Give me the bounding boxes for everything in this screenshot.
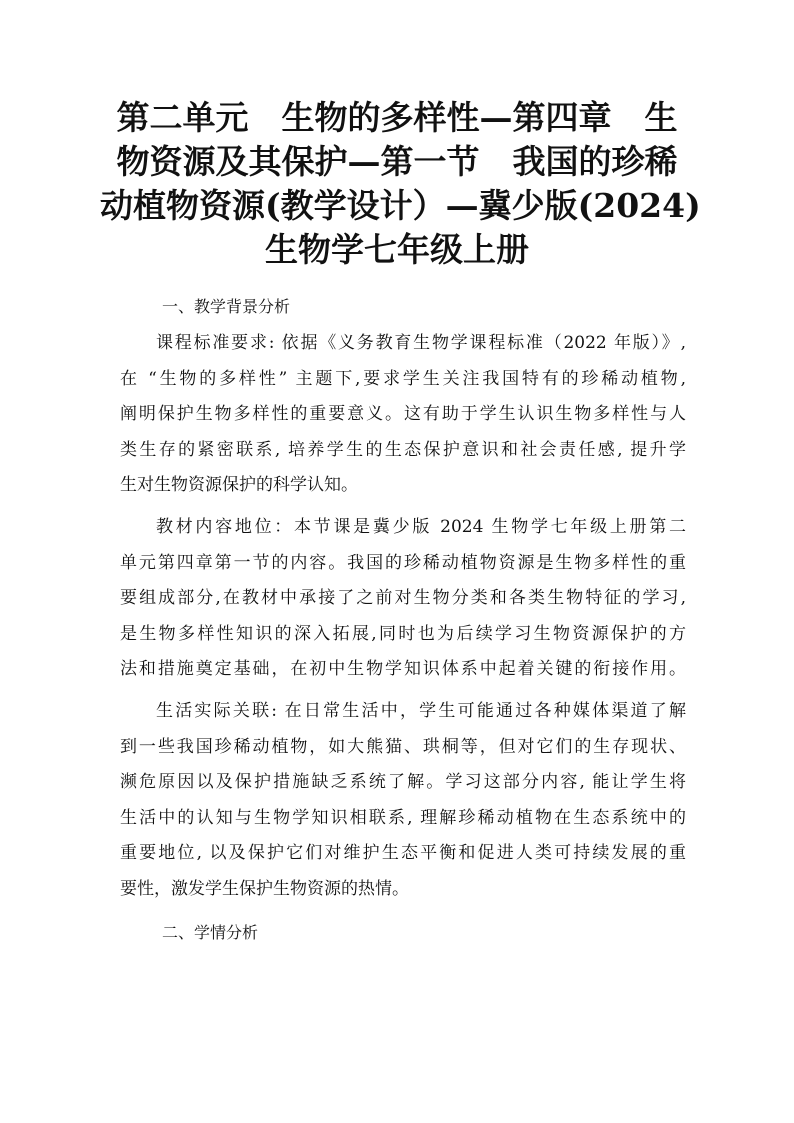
text-line: 到一些我国珍稀动植物，如大熊猫、珙桐等，但对它们的生存现状、	[120, 736, 686, 757]
title-line: 物资源及其保护—第一节 我国的珍稀	[116, 142, 678, 181]
text-line: 单元第四章第一节的内容。我国的珍稀动植物资源是生物多样性的重	[120, 552, 686, 573]
title-line: 动植物资源(教学设计）—冀少版(2024)	[100, 186, 701, 225]
title-line: 第二单元 生物的多样性—第四章 生	[116, 98, 678, 137]
title-line: 生物学七年级上册	[265, 230, 529, 269]
paragraph-life-connection	[120, 694, 686, 908]
text-line: 生活实际关联: 在日常生活中，学生可能通过各种媒体渠道了解	[156, 700, 686, 721]
text-line: 濒危原因以及保护措施缺乏系统了解。学习这部分内容, 能让学生将	[120, 772, 686, 793]
text-line: 阐明保护生物多样性的重要意义。这有助于学生认识生物多样性与人	[120, 404, 686, 425]
document-body	[120, 288, 686, 952]
paragraph-textbook-position	[120, 510, 686, 688]
text-line: 在 “生物的多样性” 主题下,要求学生关注我国特有的珍稀动植物,	[120, 368, 686, 389]
text-line: 类生存的紧密联系, 培养学生的生态保护意识和社会责任感, 提升学	[120, 439, 686, 460]
text-line: 法和措施奠定基础，在初中生物学知识体系中起着关键的衔接作用。	[120, 659, 686, 680]
text-line: 课程标准要求: 依据《义务教育生物学课程标准（2022 年版）》,	[156, 333, 686, 353]
section-heading-teaching-background: 一、教学背景分析	[162, 297, 291, 316]
paragraph-curriculum-standard	[120, 326, 686, 504]
text-line: 要性，激发学生保护生物资源的热情。	[120, 878, 409, 899]
section-heading-learner-analysis: 二、学情分析	[162, 922, 259, 942]
document-title	[100, 96, 701, 272]
text-line: 教材内容地位：本节课是冀少版 2024 生物学七年级上册第二	[156, 516, 686, 537]
text-line: 生活中的认知与生物学知识相联系, 理解珍稀动植物在生态系统中的	[120, 807, 686, 828]
text-line: 要组成部分,在教材中承接了之前对生物分类和各类生物特征的学习,	[120, 588, 686, 609]
text-line: 是生物多样性知识的深入拓展,同时也为后续学习生物资源保护的方	[120, 623, 686, 644]
text-line: 重要地位, 以及保护它们对维护生态平衡和促进人类可持续发展的重	[120, 843, 686, 864]
text-line: 生对生物资源保护的科学认知。	[120, 475, 358, 496]
